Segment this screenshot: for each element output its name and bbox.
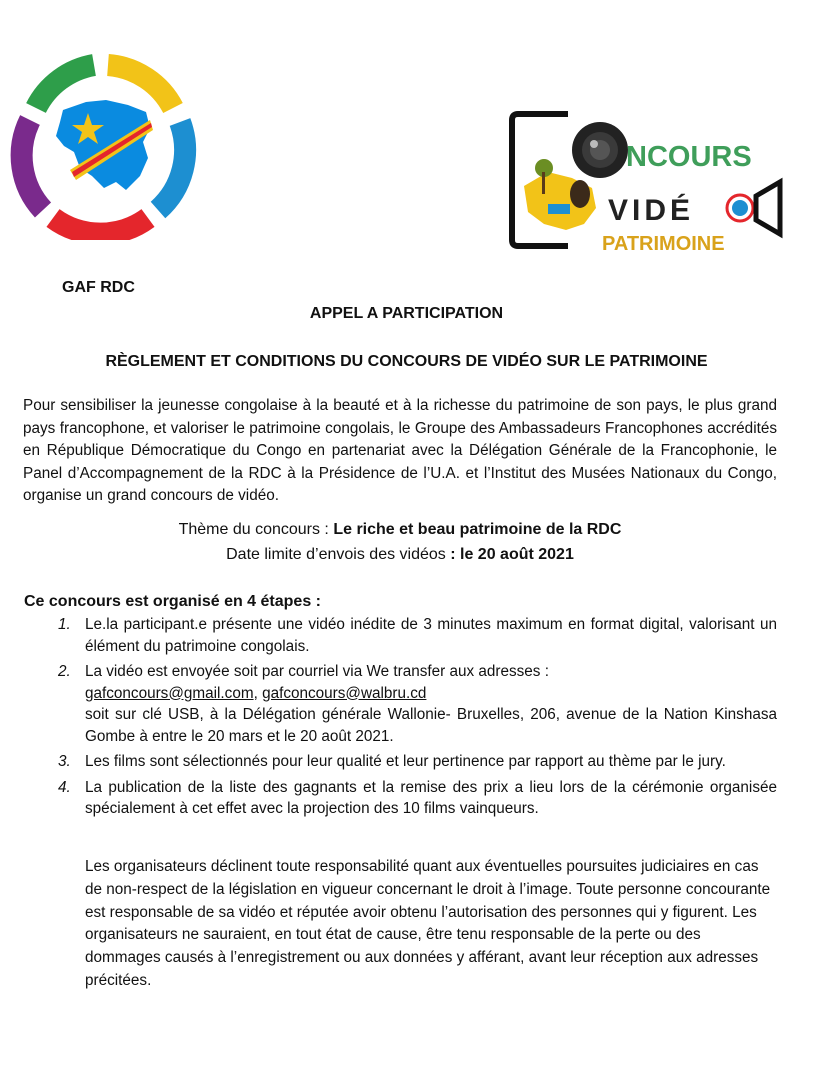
deadline-line — [0, 546, 800, 564]
svg-text:VIDÉ: VIDÉ — [608, 194, 695, 227]
appel-title: APPEL A PARTICIPATION — [309, 305, 504, 322]
email-link-gmail[interactable]: gafconcours@gmail.com — [85, 684, 254, 702]
step-text: Le.la participant.e présente une vidéo inédite de 3 minutes maximum en format digital, valorisant un élément du patrimoine congolais. — [85, 616, 777, 655]
theme-line — [0, 521, 800, 539]
email-link-walbru[interactable]: gafconcours@walbru.cd — [262, 684, 427, 702]
concours-video-logo — [508, 108, 798, 258]
list-item — [58, 661, 777, 747]
deadline-label: Date limite d’envois des vidéos — [226, 546, 451, 563]
org-name: GAF RDC — [62, 279, 135, 296]
theme-value: Le riche et beau patrimoine de la RDC — [333, 521, 622, 538]
step-number: 4. — [58, 778, 71, 796]
reglement-title: RÈGLEMENT ET CONDITIONS DU CONCOURS DE VIDÉO SUR LE PATRIMOINE — [105, 353, 708, 370]
drc-map-icon — [56, 100, 153, 190]
flag-circle-icon — [727, 195, 753, 221]
deadline-value: : le 20 août 2021 — [450, 546, 574, 563]
disclaimer-paragraph: Les organisateurs déclinent toute responsabilité quant aux éventuelles poursuites judiciaires en cas de non-respect de la législation en vigueur concernant le droit à l’image. Toute personne concourante est responsable de sa vidéo et réputée avoir obtenu l’autorisation des personnes qui y figurent. Les organisateurs ne sauraient, en tout état de cause, être tenu responsable de la perte ou des dommages causés à l’enregistrement ou aux données y afférant, avant leur réception aux adresses précitées. — [85, 858, 771, 989]
steps-title: Ce concours est organisé en 4 étapes : — [24, 593, 321, 610]
step-text-continued: soit sur clé USB, à la Délégation générale Wallonie- Bruxelles, 206, avenue de la Nation Kinshasa Gombe à entre le 20 mars et le 20 août 2021. — [85, 706, 777, 745]
intro-paragraph: Pour sensibiliser la jeunesse congolaise à la beauté et à la richesse du patrimoine de son pays, le plus grand pays francophone, et valoriser le patrimoine congolais, le Groupe des Ambassadeurs Francophones accrédités en République Démocratique du Congo en partenariat avec la Délégation Générale de la Francophonie, le Panel d’Accompagnement de la RDC à la Présidence de l’U.A. et l’Institut des Musées Nationaux du Congo, organise un grand concours de vidéo. — [23, 397, 777, 505]
theme-label: Thème du concours : — [178, 521, 334, 538]
email-separator: , — [253, 684, 263, 702]
list-item — [58, 614, 777, 657]
list-item — [58, 777, 777, 820]
steps-list — [58, 614, 777, 824]
step-text: La vidéo est envoyée soit par courriel via We transfer aux adresses : — [85, 663, 549, 680]
step-number: 1. — [58, 616, 71, 633]
step-text: Les films sont sélectionnés pour leur qualité et leur pertinence par rapport au thème par le jury. — [85, 753, 726, 770]
gaf-rdc-logo — [8, 50, 198, 240]
svg-text:PATRIMOINE: PATRIMOINE — [602, 233, 725, 255]
step-text: La publication de la liste des gagnants et la remise des prix a lieu lors de la cérémonie organisée spécialement à cet effet avec la projection des 10 films vainqueurs. — [85, 778, 777, 817]
step-number: 2. — [58, 663, 71, 680]
list-item — [58, 751, 777, 773]
svg-text:NCOURS: NCOURS — [626, 141, 752, 173]
camera-lens-icon — [572, 122, 628, 178]
step-number: 3. — [58, 753, 71, 770]
